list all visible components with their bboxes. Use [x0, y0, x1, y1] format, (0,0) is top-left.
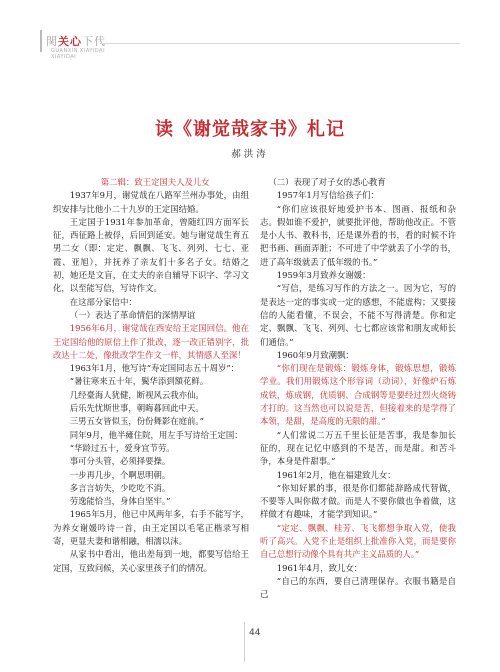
section-heading: （二）表现了对子女的悉心教育: [268, 177, 386, 187]
right-text-column: [260, 176, 456, 602]
paragraph: 1937年9月，谢觉哉在八路军兰州办事处，由组织安排与比他小二十九岁的王定国结婚。: [53, 190, 249, 214]
paragraph: 1960年9月致潮飘：: [276, 349, 354, 360]
paragraph: 事可分头管，必须择要操。: [69, 456, 171, 467]
paragraph: 1961年4月，致儿女：: [276, 562, 363, 573]
paragraph: 1963年1月，他写诗“寿定国同志五十周岁”：: [69, 363, 240, 374]
logo-main: 关心: [58, 35, 82, 48]
paragraph: “定定、飘飘、桂芳、飞飞都想争取入党，使我听了高兴。入党不止是组织上批准你入党，而是要你自己总想行动像个具有共产主义品质的人。”: [260, 522, 456, 560]
subtitle-line-1: GUANXIN XIAYIDAI: [51, 48, 106, 54]
paragraph: 1956年6月，谢觉哉在西安给王定国回信。他在王定国给他的原信上作了批改，逐一改正错别字，批改达十二处，像批改学生作文一样，其情感人至深！: [53, 323, 249, 360]
paragraph: 几经臺海人犹健，断视风云我亦仙。: [69, 389, 204, 400]
paragraph: 1957年1月写信给孩子们：: [276, 190, 379, 201]
paragraph: 一步再几步，个啊思明朝。: [69, 469, 171, 480]
paragraph: 劳逸能恰当，身体自坚牢。”: [69, 496, 171, 507]
article-author: 郝洪涛: [231, 149, 269, 160]
magazine-logo: [46, 33, 106, 49]
paragraph: “你们应该很好地爱护书本、图画、报纸和杂志。假如谁不爱护，就要批评他，帮助他改正。不管是小人书、教科书，还是课外看的书，看的时候不许把书画、画面弄脏；不可进了中学就丢了小学的书，进了高年级就丢了低年级的书。”: [260, 203, 456, 267]
subtitle-line-2: XIAYIDAI: [51, 54, 77, 60]
paragraph: “你们现在是锻炼：锻炼身体，锻炼思想，锻炼学业。我们用锻炼这个形容词（动词），好像炉石炼成铁，炼成钢，优质钢、合成钢等是要经过烈火烧铸才打的。这当然也可以说是苦，但接着来的是学得了本领，是甜，是高度的无限的甜。”: [260, 363, 456, 427]
paragraph: 1961年2月，他在福建致儿女：: [276, 469, 396, 480]
paragraph: 在这部分家信中：: [69, 296, 137, 307]
paragraph: 后乐先忧斯世事，朝晦暮回此中天。: [69, 403, 204, 414]
footer-rule: [244, 622, 245, 662]
article-title: 读《谢觉哉家书》札记: [155, 119, 345, 140]
logo-suffix: 下代: [82, 35, 106, 48]
paragraph: 1965年5月，他已中风两年多，右手不能写字，为养女谢媛吟诗一首，由王定国以毛笔正楷录写相寄，更显夫妻和谐相融，相濡以沫。: [53, 509, 249, 547]
header-rule: [100, 43, 460, 44]
left-text-column: [53, 176, 249, 575]
paragraph: 三男五女皆似玉，份份舞影在庭前。”: [69, 416, 204, 427]
paragraph: 王定国于1931年参加革命，曾随红四方面军长征，西征路上被俘，后回到延安。她与谢觉哉生育五男二女（即：定定、飘飘、飞飞、列列、七七、亚霞、亚旭），并抚养了亲友们十多名子女。结婚之初，她还是文盲，在丈夫的亲自辅导下识字、学习文化，以至能写信，写诗作文。: [53, 216, 249, 294]
paragraph: “华龄过五十，爱身宜节劳。: [69, 442, 175, 453]
paragraph: 多言言妨失，少吃吃不消。: [69, 482, 171, 493]
paragraph: “自己的东西，要自己清理保存。衣服书籍是自己: [260, 575, 456, 600]
section-heading: 第二辑：致王定国夫人及儿女: [100, 177, 210, 187]
paragraph: （一）表达了革命情侣的深情厚谊: [69, 309, 196, 320]
header-bar: [40, 30, 42, 52]
paragraph: “暑往寒来五十年，鬓华添到額花鲜。: [69, 376, 209, 387]
paragraph: “写信，是练习写作的方法之一。因为它，写的是表达一定的事实或一定的感想，不能虚构；又要接信的人能看懂，不误会，不能不写得清楚。你和定定、飘飘、飞飞、列列、七七都应该常和朋友或师长们通信。”: [260, 283, 456, 347]
page-number: 44: [249, 628, 261, 638]
paragraph: 同年9月，他半瘫住院，用左手写诗给王定国：: [69, 429, 243, 440]
paragraph: “人们常说二万五千里长征是苦事，我是参加长征的，现在记忆中感到的不是苦，而是甜。和苦斗争，本身是件甜事。”: [260, 429, 456, 467]
paragraph: 从家书中看出，他出差每到一地，都要写信给王定国，互致问候，关心家里孩子们的情况。: [53, 549, 249, 573]
logo-prefix: 関: [46, 35, 58, 48]
paragraph: 1959年3月致养女谢媛：: [276, 270, 371, 281]
magazine-subtitle: [51, 48, 105, 60]
paragraph: “你知好累的事，很是你们都能辞路成代替做，不要等人叫你做才做。而是人不要你做也争着做，这样做才有趣味，才能学到知识。”: [260, 482, 456, 520]
